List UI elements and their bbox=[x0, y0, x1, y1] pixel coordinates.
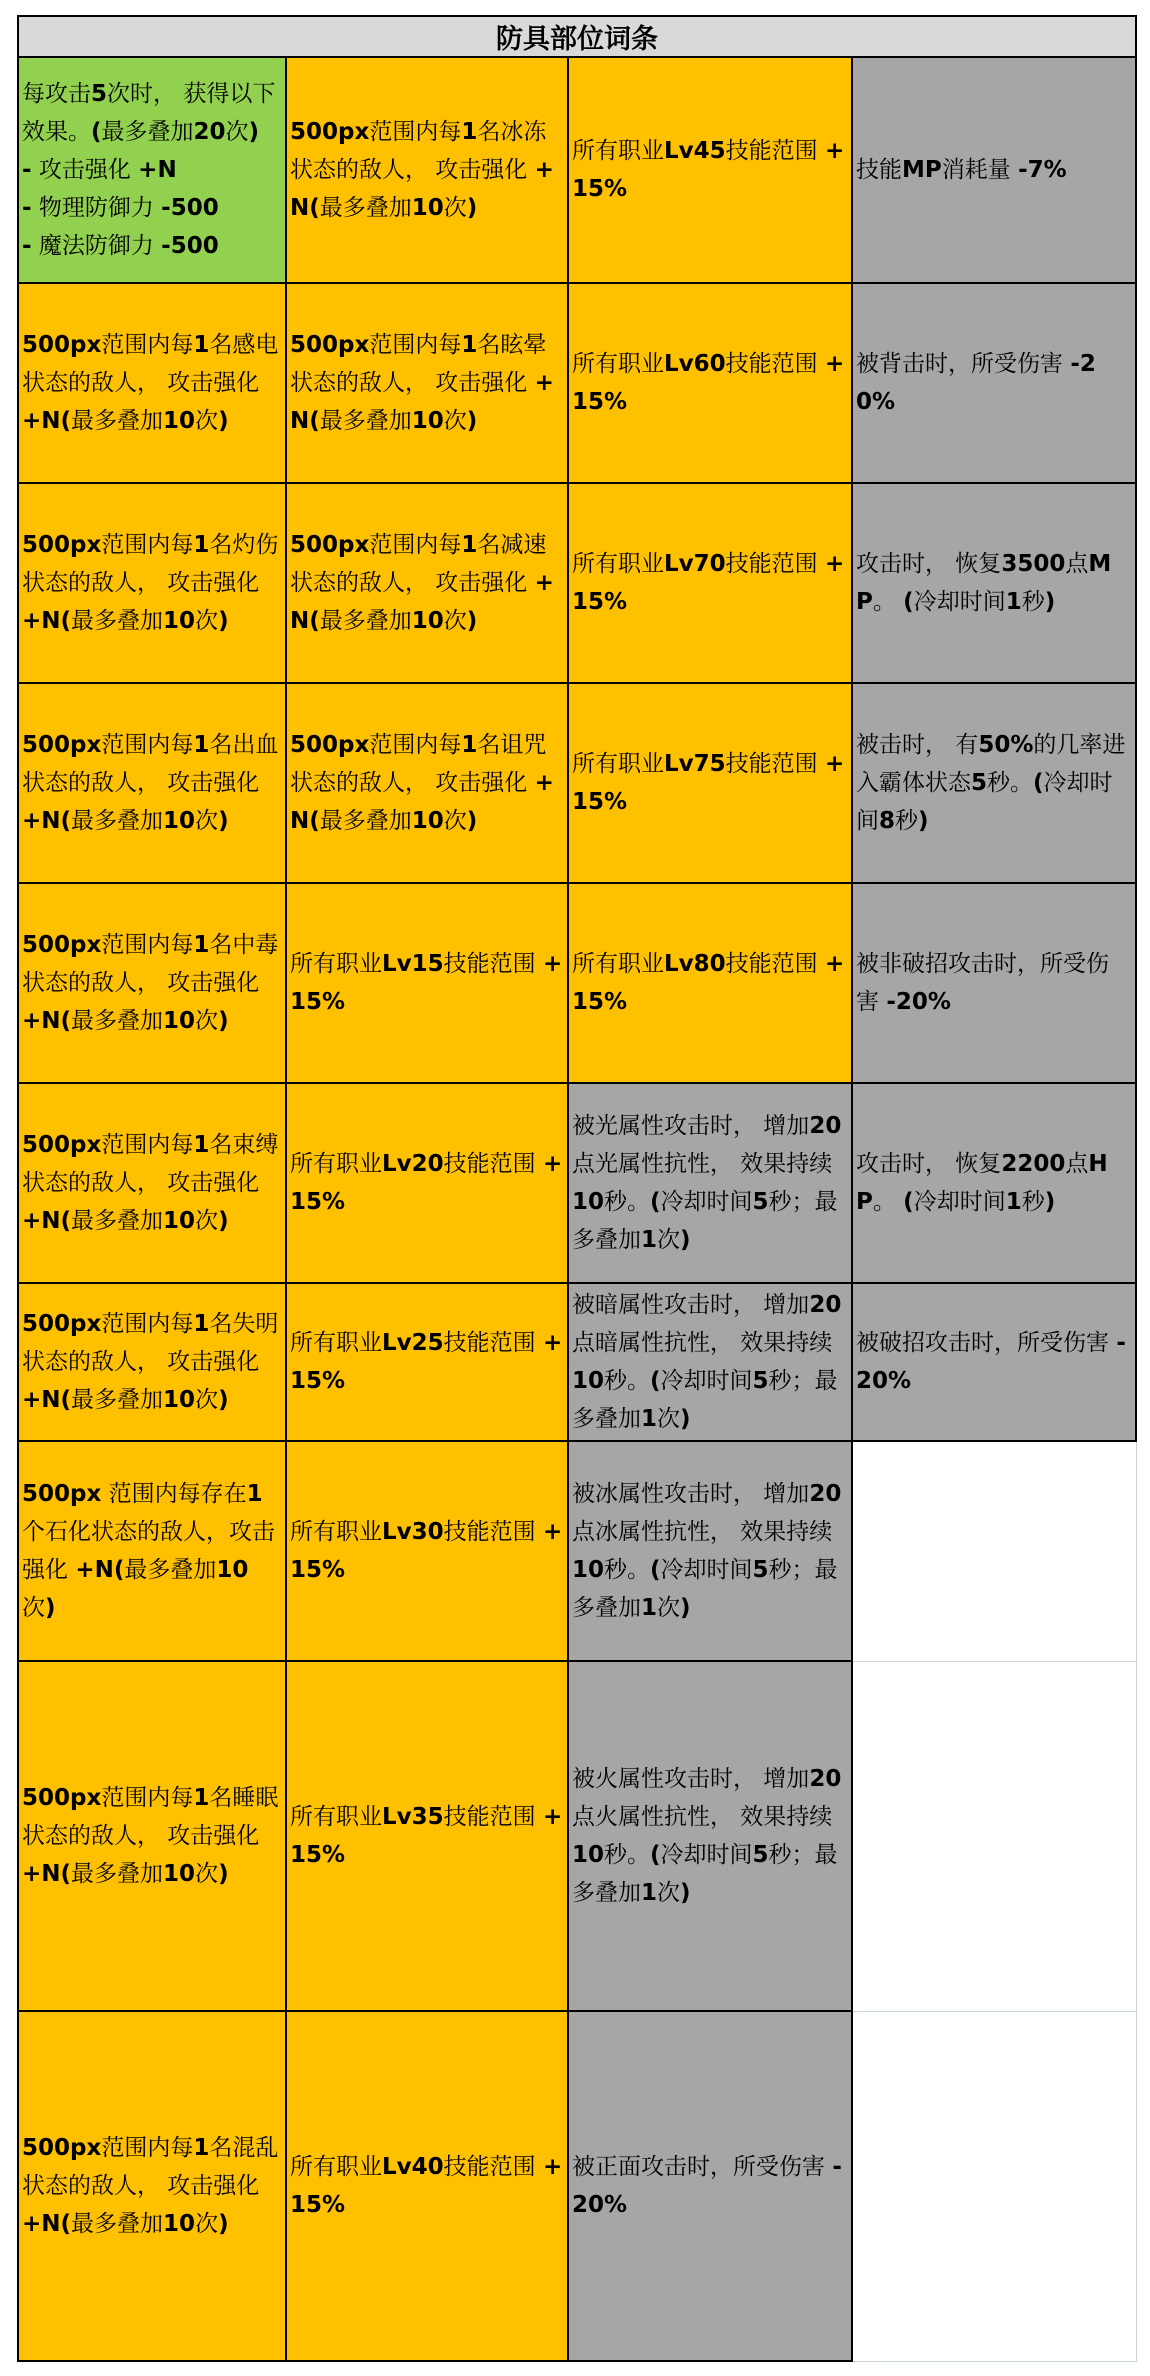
armor-affix-table bbox=[17, 15, 1137, 2362]
cell-text: 被背击时，所受伤害 -20% bbox=[856, 351, 1096, 415]
table-cell[interactable] bbox=[852, 1083, 1136, 1283]
table-cell[interactable] bbox=[568, 1283, 852, 1441]
table-title[interactable]: 防具部位词条 bbox=[18, 16, 1136, 57]
cell-text: 500px范围内每1名诅咒状态的敌人， 攻击强化 +N(最多叠加10次) bbox=[290, 732, 554, 834]
table-cell[interactable] bbox=[18, 1083, 286, 1283]
table-cell[interactable] bbox=[286, 1661, 568, 2011]
cell-text: 所有职业Lv40技能范围 + 15% bbox=[290, 2154, 563, 2218]
table-cell[interactable] bbox=[286, 1283, 568, 1441]
cell-text: 攻击时， 恢复3500点MP。 (冷却时间1秒) bbox=[856, 551, 1112, 615]
cell-text: 500px范围内每1名冰冻状态的敌人， 攻击强化 +N(最多叠加10次) bbox=[290, 119, 554, 221]
cell-text: 所有职业Lv75技能范围 + 15% bbox=[572, 751, 845, 815]
table-cell[interactable] bbox=[18, 483, 286, 683]
table-cell[interactable] bbox=[18, 57, 286, 283]
table-cell[interactable] bbox=[286, 57, 568, 283]
cell-text: - 魔法防御力 -500 bbox=[22, 233, 219, 259]
table-cell[interactable] bbox=[18, 1441, 286, 1661]
table-cell[interactable] bbox=[18, 683, 286, 883]
cell-text: 所有职业Lv80技能范围 + 15% bbox=[572, 951, 845, 1015]
cell-text: 所有职业Lv45技能范围 + 15% bbox=[572, 138, 845, 202]
table-cell[interactable] bbox=[286, 1441, 568, 1661]
table-row bbox=[18, 883, 1136, 1083]
table-cell[interactable] bbox=[568, 57, 852, 283]
table-cell[interactable] bbox=[286, 883, 568, 1083]
table-cell[interactable] bbox=[286, 683, 568, 883]
table-cell[interactable] bbox=[286, 2011, 568, 2361]
table-cell[interactable] bbox=[286, 283, 568, 483]
table-cell[interactable] bbox=[286, 483, 568, 683]
cell-text: 被击时， 有50%的几率进入霸体状态5秒。(冷却时间8秒) bbox=[856, 732, 1126, 834]
table-row bbox=[18, 483, 1136, 683]
table-cell[interactable] bbox=[18, 883, 286, 1083]
cell-text: - 攻击强化 +N bbox=[22, 157, 177, 183]
cell-text: 技能MP消耗量 -7% bbox=[856, 157, 1067, 183]
cell-text: 攻击时， 恢复2200点HP。 (冷却时间1秒) bbox=[856, 1151, 1108, 1215]
table-cell[interactable] bbox=[18, 1661, 286, 2011]
cell-text: 所有职业Lv70技能范围 + 15% bbox=[572, 551, 845, 615]
table-cell[interactable] bbox=[852, 57, 1136, 283]
table-cell[interactable] bbox=[852, 1661, 1136, 2011]
table-cell[interactable] bbox=[852, 1283, 1136, 1441]
cell-text: 被火属性攻击时， 增加20点火属性抗性， 效果持续10秒。(冷却时间5秒；最多叠加1次) bbox=[572, 1766, 842, 1906]
table-cell[interactable] bbox=[18, 1283, 286, 1441]
cell-text: 被正面攻击时，所受伤害 -20% bbox=[572, 2154, 842, 2218]
cell-text: 500px范围内每1名失明状态的敌人， 攻击强化 +N(最多叠加10次) bbox=[22, 1311, 279, 1413]
table-row bbox=[18, 1441, 1136, 1661]
table-cell[interactable] bbox=[568, 1441, 852, 1661]
table-row bbox=[18, 2011, 1136, 2361]
cell-text: 被冰属性攻击时， 增加20点冰属性抗性， 效果持续10秒。(冷却时间5秒；最多叠加1次) bbox=[572, 1481, 842, 1621]
cell-text: 被破招攻击时，所受伤害 -20% bbox=[856, 1330, 1126, 1394]
cell-text: 所有职业Lv25技能范围 + 15% bbox=[290, 1330, 563, 1394]
table-cell[interactable] bbox=[852, 683, 1136, 883]
title-row bbox=[18, 16, 1136, 57]
table-row bbox=[18, 1283, 1136, 1441]
cell-text: 被非破招攻击时，所受伤害 -20% bbox=[856, 951, 1109, 1015]
table-cell[interactable] bbox=[852, 483, 1136, 683]
cell-text: 被光属性攻击时， 增加20点光属性抗性， 效果持续10秒。(冷却时间5秒；最多叠加1次) bbox=[572, 1113, 842, 1253]
cell-text: 500px 范围内每存在1个石化状态的敌人，攻击强化 +N(最多叠加10次) bbox=[22, 1481, 275, 1621]
cell-text: 所有职业Lv30技能范围 + 15% bbox=[290, 1519, 563, 1583]
cell-text: 500px范围内每1名束缚状态的敌人， 攻击强化 +N(最多叠加10次) bbox=[22, 1132, 279, 1234]
table-row bbox=[18, 283, 1136, 483]
table-row bbox=[18, 1661, 1136, 2011]
cell-text: 500px范围内每1名感电状态的敌人， 攻击强化 +N(最多叠加10次) bbox=[22, 332, 279, 434]
table-row bbox=[18, 1083, 1136, 1283]
table-cell[interactable] bbox=[568, 1661, 852, 2011]
cell-text: 所有职业Lv15技能范围 + 15% bbox=[290, 951, 563, 1015]
table-cell[interactable] bbox=[568, 483, 852, 683]
cell-text: - 物理防御力 -500 bbox=[22, 195, 219, 221]
table-row bbox=[18, 57, 1136, 283]
cell-text: 500px范围内每1名出血状态的敌人， 攻击强化 +N(最多叠加10次) bbox=[22, 732, 279, 834]
cell-text: 500px范围内每1名灼伤状态的敌人， 攻击强化 +N(最多叠加10次) bbox=[22, 532, 279, 634]
table-cell[interactable] bbox=[852, 2011, 1136, 2361]
cell-text: 被暗属性攻击时， 增加20点暗属性抗性， 效果持续10秒。(冷却时间5秒；最多叠加1次) bbox=[572, 1292, 842, 1432]
table-cell[interactable] bbox=[18, 283, 286, 483]
cell-text: 所有职业Lv20技能范围 + 15% bbox=[290, 1151, 563, 1215]
cell-text: 每攻击5次时， 获得以下效果。(最多叠加20次) bbox=[22, 81, 276, 145]
table-cell[interactable] bbox=[18, 2011, 286, 2361]
cell-text: 500px范围内每1名中毒状态的敌人， 攻击强化 +N(最多叠加10次) bbox=[22, 932, 279, 1034]
table-cell[interactable] bbox=[568, 883, 852, 1083]
table-cell[interactable] bbox=[568, 283, 852, 483]
cell-text: 500px范围内每1名眩晕状态的敌人， 攻击强化 +N(最多叠加10次) bbox=[290, 332, 554, 434]
table-cell[interactable] bbox=[852, 1441, 1136, 1661]
table-cell[interactable] bbox=[568, 2011, 852, 2361]
table-cell[interactable] bbox=[852, 883, 1136, 1083]
cell-text: 500px范围内每1名混乱状态的敌人， 攻击强化 +N(最多叠加10次) bbox=[22, 2135, 279, 2237]
spreadsheet bbox=[17, 15, 1135, 2362]
table-row bbox=[18, 683, 1136, 883]
cell-text: 所有职业Lv35技能范围 + 15% bbox=[290, 1804, 563, 1868]
table-cell[interactable] bbox=[852, 283, 1136, 483]
cell-text: 500px范围内每1名睡眠状态的敌人， 攻击强化 +N(最多叠加10次) bbox=[22, 1785, 279, 1887]
table-cell[interactable] bbox=[286, 1083, 568, 1283]
cell-text: 500px范围内每1名减速状态的敌人， 攻击强化 +N(最多叠加10次) bbox=[290, 532, 554, 634]
table-body bbox=[18, 57, 1136, 2361]
table-cell[interactable] bbox=[568, 683, 852, 883]
cell-text: 所有职业Lv60技能范围 + 15% bbox=[572, 351, 845, 415]
table-cell[interactable] bbox=[568, 1083, 852, 1283]
